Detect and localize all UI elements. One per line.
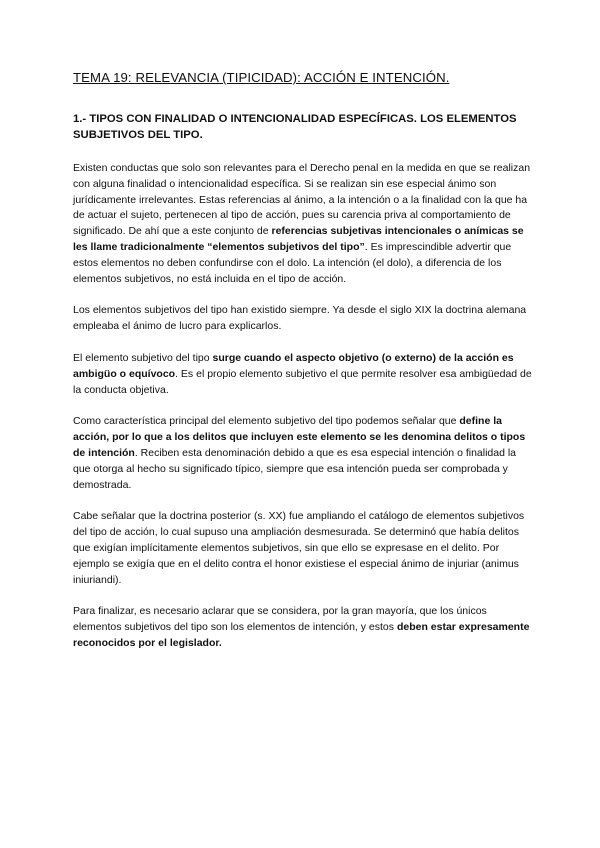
paragraph-5: Cabe señalar que la doctrina posterior (s. XX) fue ampliando el catálogo de elementos subjetivos del tipo de acción, lo cual supuso una ampliación desmesurada. Se determinó que había delitos que exigían implícitamente elementos subjetivos, sin que ello se expresase en el delito. Por ejemplo se exigía que en el delito contra el honor existiese el especial ánimo de injuriar (animus iniuriandi). — [73, 510, 525, 586]
p1-text-a: Existen conductas que solo son relevantes para el Derecho penal en la medida en que se realizan con alguna finalidad o intencionalidad específica. Si se realizan sin ese especial ánimo son jurídicamente irrelevantes. Estas referencias al ánimo, a la intención o a la finalidad con la que ha de actuar el sujeto, pertenecen al tipo de acción, pues su carencia priva al comportamiento de significado. De ahí que a este conjunto de — [73, 162, 531, 238]
p4-text-c: . Reciben esta denominación debido a que es esa especial intención o finalidad la que otorga al hecho su significado típico, siempre que esa intención pueda ser comprobada y demostrada. — [73, 446, 517, 491]
paragraph-1 — [73, 161, 533, 287]
section-heading: 1.- TIPOS CON FINALIDAD O INTENCIONALIDAD ESPECÍFICAS. LOS ELEMENTOS SUBJETIVOS DEL TIPO. — [73, 113, 517, 141]
p3-text-c: . Es el propio elemento subjetivo el que permite resolver esa ambigüedad de la conducta objetiva. — [73, 367, 532, 396]
p6-text-a: Para finalizar, es necesario aclarar que se considera, por la gran mayoría, que los únicos elementos subjetivos del tipo son los elementos de intención, y estos — [73, 605, 487, 634]
p1-bold: referencias subjetivas intencionales o anímicas se les llame tradicionalmente “elementos subjetivos del tipo” — [73, 225, 524, 253]
paragraph-4 — [73, 414, 533, 493]
paragraph-3 — [73, 351, 533, 398]
p3-bold: surge cuando el aspecto objetivo (o externo) de la acción es ambigüo o equívoco — [73, 351, 514, 380]
document-page — [73, 70, 533, 668]
paragraph-2: Los elementos subjetivos del tipo han existido siempre. Ya desde el siglo XIX la doctrina alemana empleaba el ánimo de lucro para explicarlos. — [73, 304, 527, 333]
p4-text-a: Como característica principal del elemento subjetivo del tipo podemos señalar que — [73, 415, 460, 428]
p4-bold: define la acción, por lo que a los delitos que incluyen este elemento se les denomina delitos o tipos de intención — [73, 415, 526, 459]
document-title: TEMA 19: RELEVANCIA (TIPICIDAD): ACCIÓN E INTENCIÓN. — [73, 70, 450, 85]
p3-text-a: El elemento subjetivo del tipo — [73, 351, 213, 364]
p6-bold: deben estar expresamente reconocidos por el legislador. — [73, 621, 530, 649]
paragraph-6 — [73, 604, 533, 651]
p1-text-c: . Es imprescindible advertir que estos elementos no deben confundirse con el dolo. La intención (el dolo), a diferencia de los elementos subjetivos, no está incluida en el tipo de acción. — [73, 240, 512, 285]
